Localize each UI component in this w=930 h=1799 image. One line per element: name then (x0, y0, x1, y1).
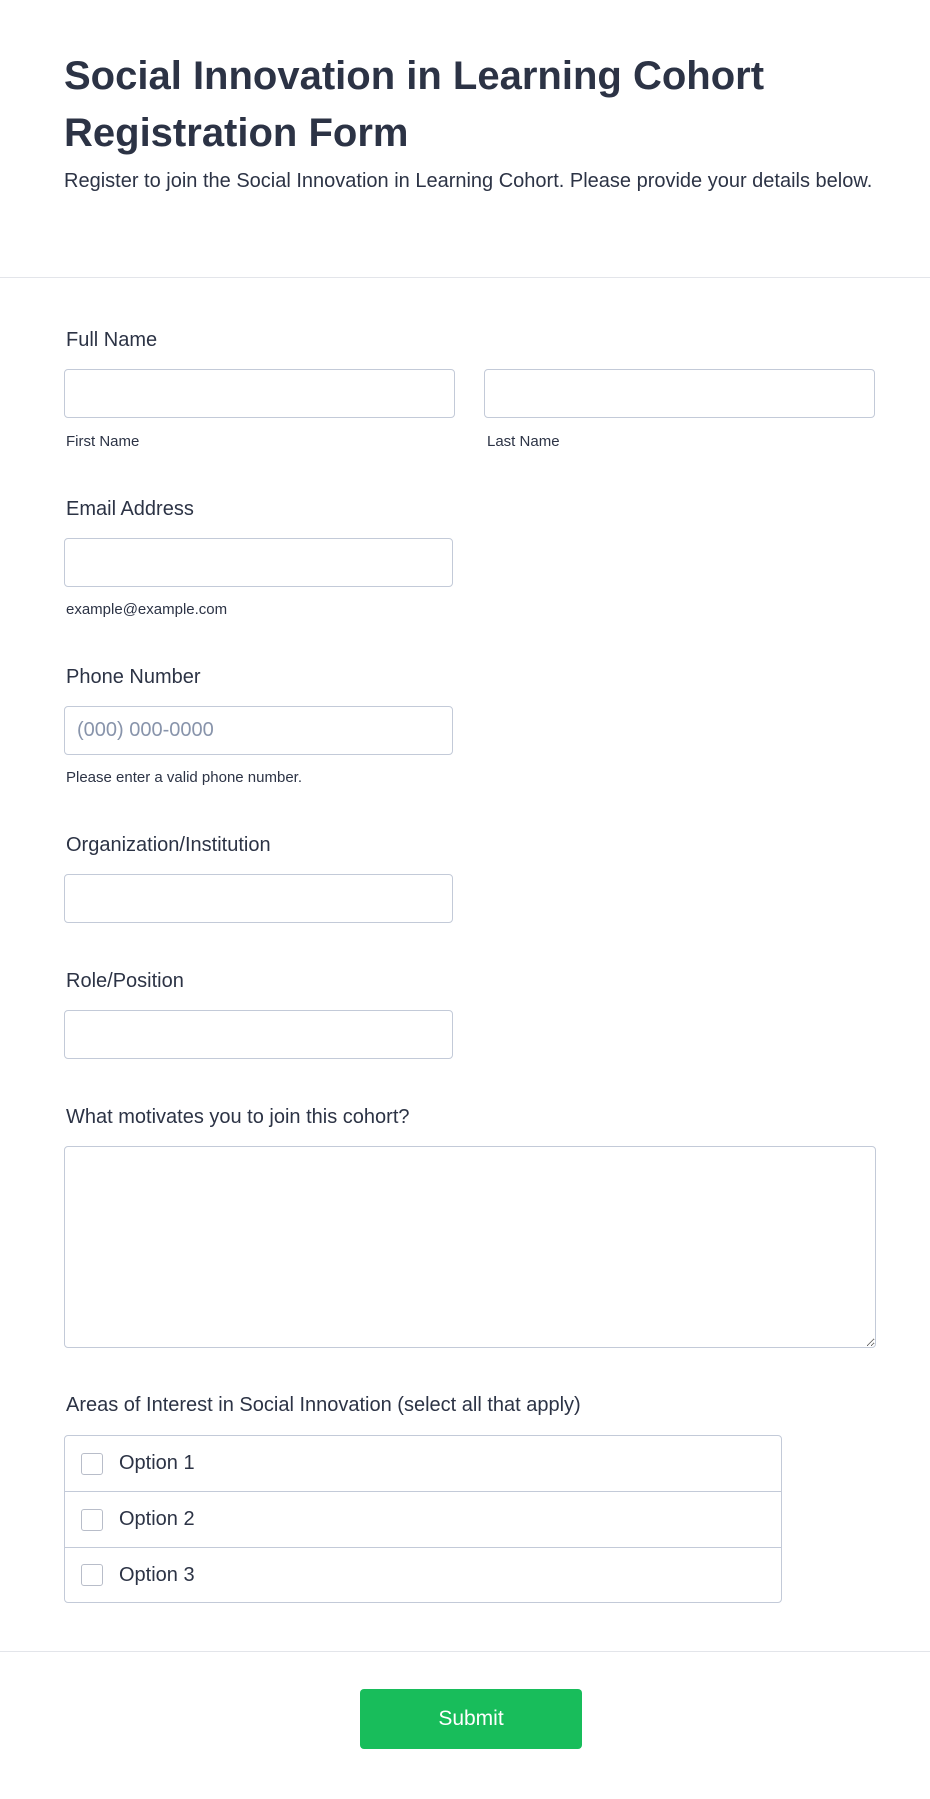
organization-label: Organization/Institution (66, 834, 271, 856)
motivation-textarea[interactable] (64, 1146, 876, 1348)
role-input[interactable] (64, 1010, 453, 1059)
email-label: Email Address (66, 498, 194, 520)
role-label: Role/Position (66, 970, 184, 992)
interest-option-3[interactable] (65, 1548, 781, 1602)
form-header (0, 0, 930, 278)
interest-option-2[interactable] (65, 1492, 781, 1548)
phone-sublabel: Please enter a valid phone number. (66, 769, 302, 786)
first-name-sublabel: First Name (66, 433, 140, 450)
phone-input[interactable] (64, 706, 453, 755)
interests-label: Areas of Interest in Social Innovation (select all that apply) (66, 1394, 581, 1416)
checkbox-icon[interactable] (81, 1564, 103, 1586)
email-input[interactable] (64, 538, 453, 587)
option-label: Option 2 (119, 1508, 195, 1530)
first-name-input[interactable] (64, 369, 455, 418)
last-name-sublabel: Last Name (487, 433, 560, 450)
option-label: Option 1 (119, 1452, 195, 1474)
option-label: Option 3 (119, 1563, 195, 1586)
checkbox-icon[interactable] (81, 1453, 103, 1475)
last-name-input[interactable] (484, 369, 875, 418)
interests-checkbox-group (64, 1435, 782, 1603)
phone-label: Phone Number (66, 666, 201, 688)
full-name-label: Full Name (66, 329, 158, 351)
submit-button[interactable]: Submit (360, 1689, 582, 1749)
email-sublabel: example@example.com (66, 601, 228, 618)
page-title: Social Innovation in Learning Cohort Registration Form (64, 54, 765, 155)
interest-option-1[interactable] (65, 1436, 781, 1492)
motivation-label: What motivates you to join this cohort? (66, 1106, 410, 1128)
organization-input[interactable] (64, 874, 453, 923)
page-subtitle: Register to join the Social Innovation in Learning Cohort. Please provide your details below. (64, 170, 873, 192)
checkbox-icon[interactable] (81, 1509, 103, 1531)
